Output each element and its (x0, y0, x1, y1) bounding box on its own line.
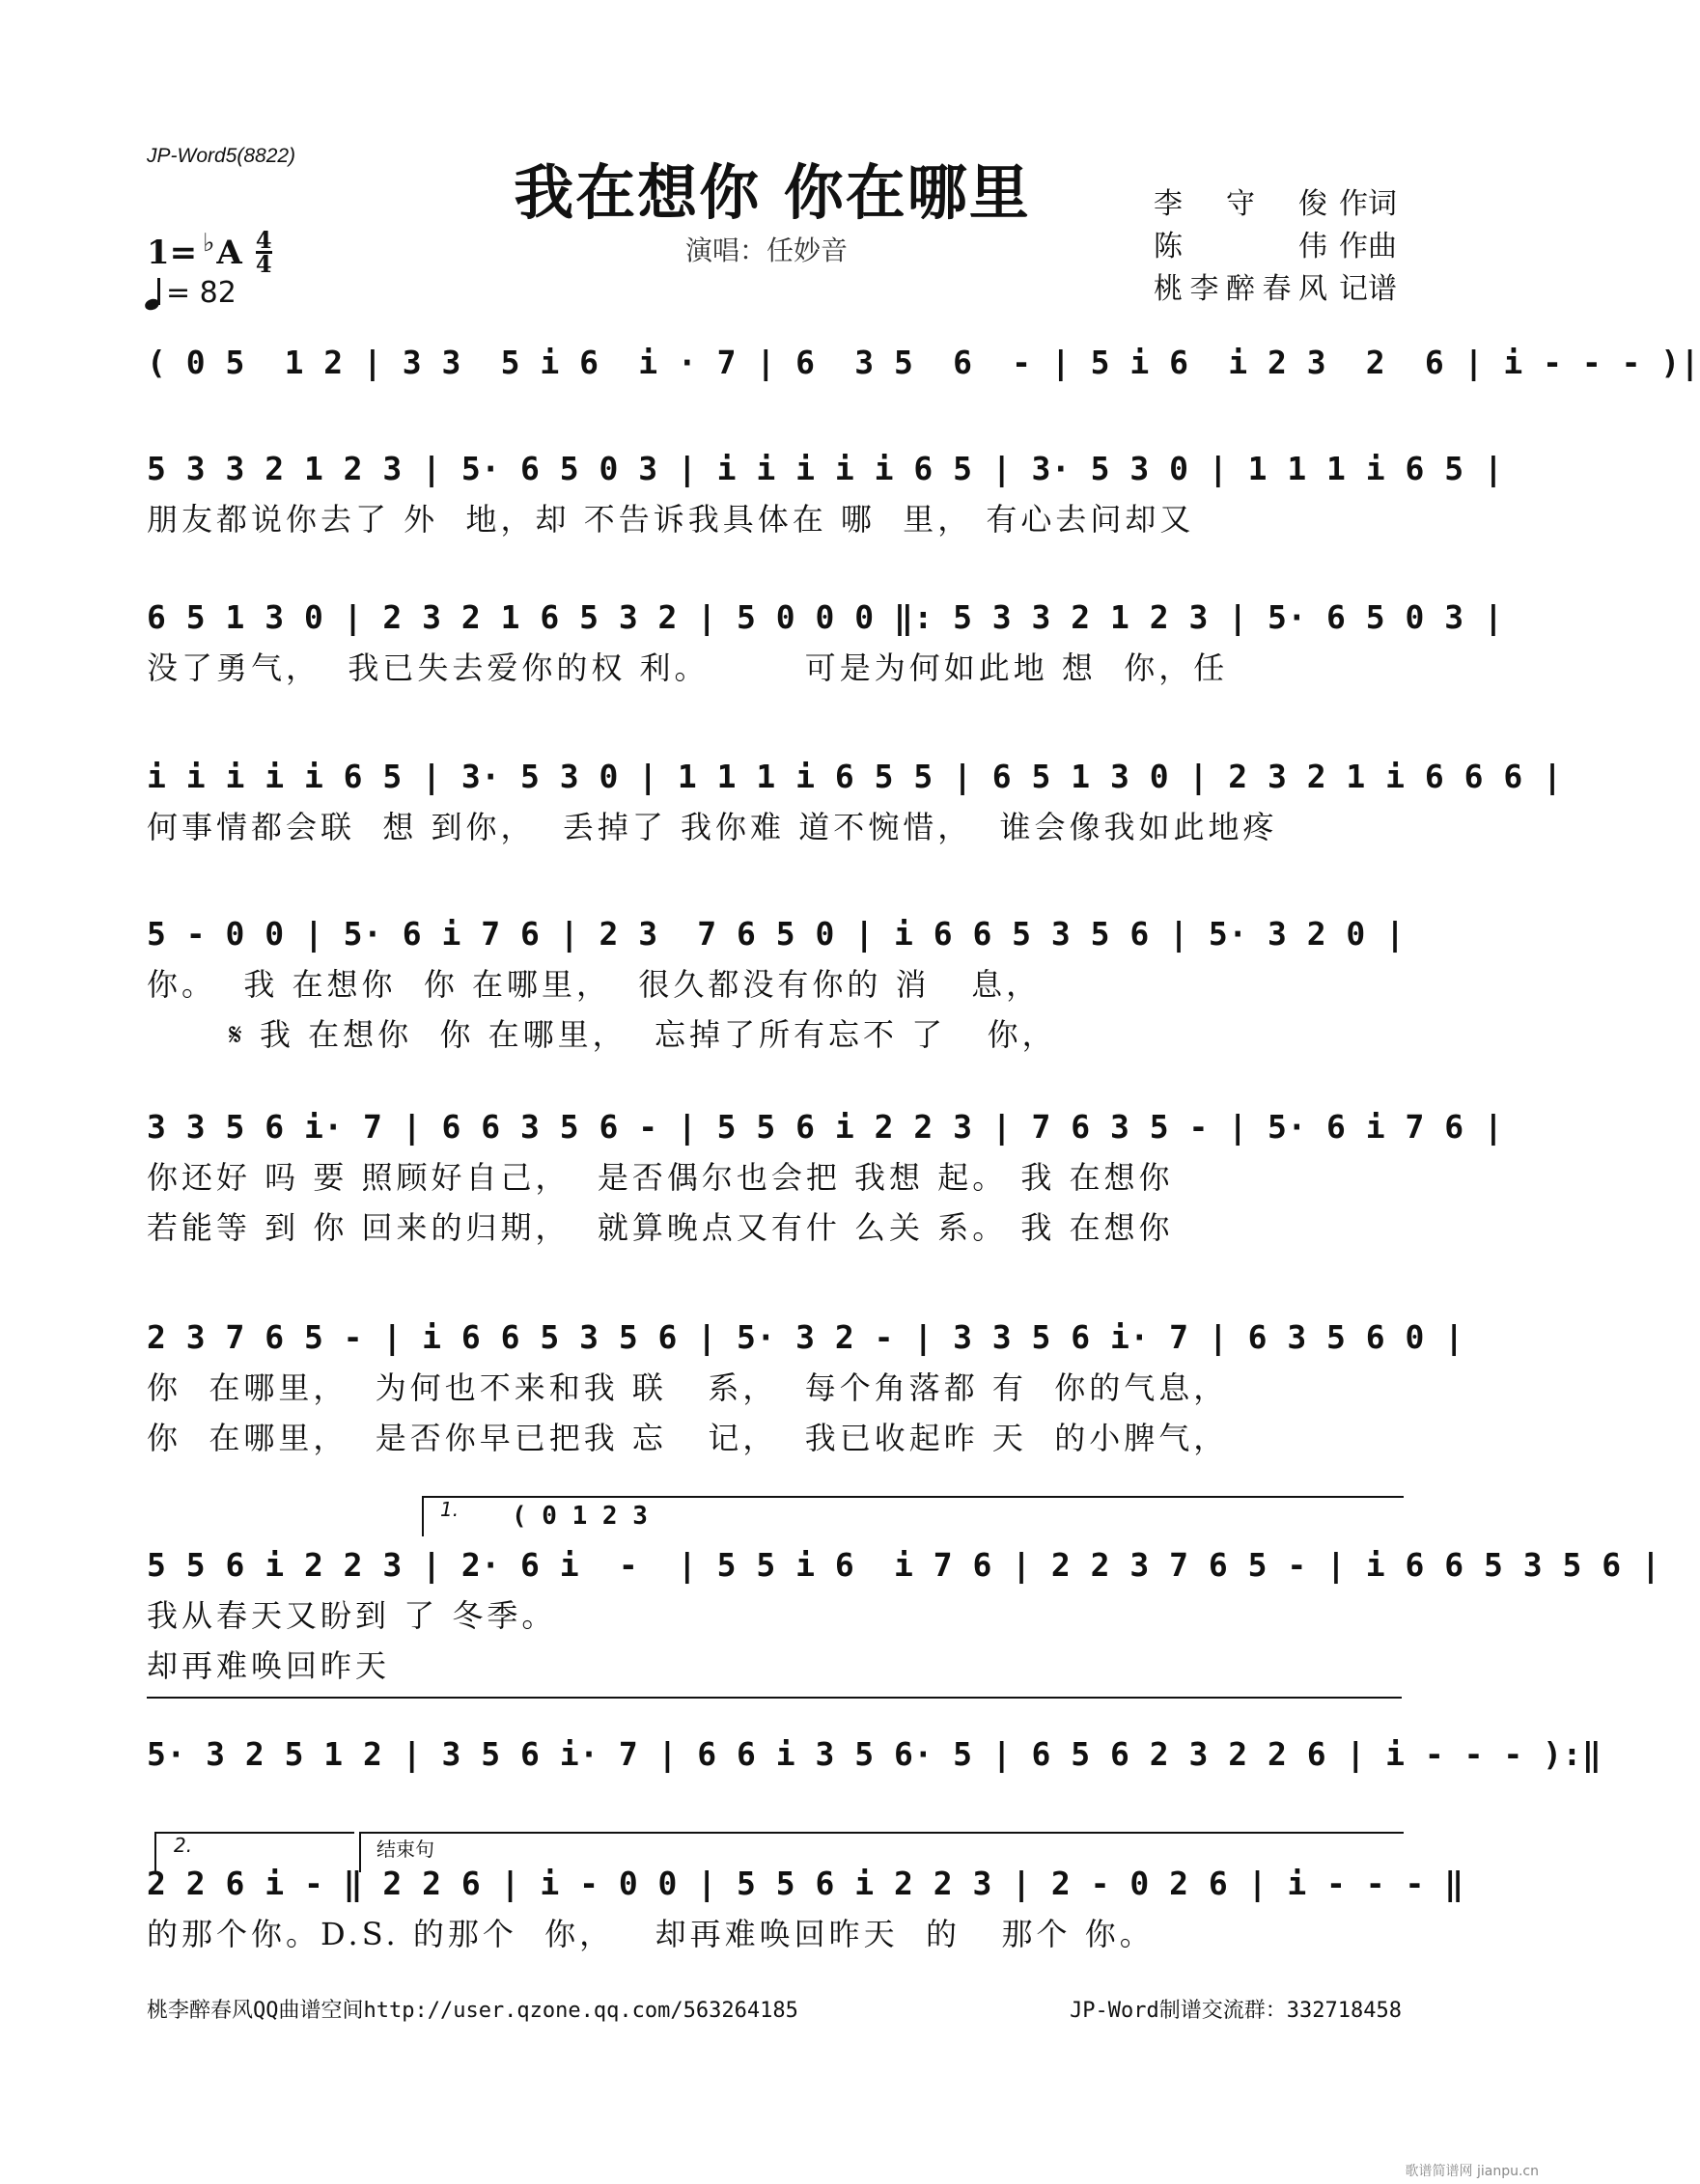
score-row-2: 5 3 3 2 1 2 3 | 5· 6 5 0 3 | i i i i i 6 5 | 3· 5 3 0 | 1 1 1 i 6 5 | (147, 450, 1504, 487)
volta-1-label: 1. (440, 1498, 460, 1521)
score-row-8: 5 5 6 i 2 2 3 | 2· 6 i - | 5 5 i 6 i 7 6 | 2 2 3 7 6 5 - | i 6 6 5 3 5 6 | (147, 1546, 1661, 1584)
score-row-6: 3 3 5 6 i· 7 | 6 6 3 5 6 - | 5 5 6 i 2 2 3 | 7 6 3 5 - | 5· 6 i 7 6 | (147, 1108, 1504, 1146)
lyric-line: 何事情都会联 想 到你， 丢掉了 我你难 道不惋惜， 谁会像我如此地疼 (147, 809, 1278, 845)
credit-role: 记谱 (1339, 272, 1397, 306)
score-row-7: 2 3 7 6 5 - | i 6 6 5 3 5 6 | 5· 3 2 - | 3 3 5 6 i· 7 | 6 3 5 6 0 | (147, 1318, 1464, 1356)
lyric-line: 你 在哪里， 为何也不来和我 联 系， 每个角落都 有 你的气息， (147, 1369, 1229, 1406)
footer-right: JP-Word制谱交流群：332718458 (1070, 1999, 1402, 2023)
footer-left: 桃李醉春风QQ曲谱空间http://user.qzone.qq.com/563264185 (147, 1999, 798, 2023)
coda-label: 结束句 (376, 1838, 434, 1861)
lyric-line: 若能等 到 你 回来的归期， 就算晚点又有什 么关 系。 我 在想你 (147, 1209, 1174, 1246)
credit-name: 李 守 俊 (1154, 187, 1327, 221)
score-row-9: 5· 3 2 5 1 2 | 3 5 6 i· 7 | 6 6 i 3 5 6· 5 | 6 5 6 2 3 2 2 6 | i - - - ):‖ (147, 1735, 1602, 1773)
credits (1154, 183, 1397, 311)
lyric-line: 你还好 吗 要 照顾好自己， 是否偶尔也会把 我想 起。 我 在想你 (147, 1159, 1174, 1196)
lyric-line: 𝄋 我 在想你 你 在哪里， 忘掉了所有忘不 了 你， (147, 1016, 1057, 1053)
pickup-notes: ( 0 1 2 3 (512, 1502, 648, 1531)
lyric-line: 的那个你。D.S. 的那个 你， 却再难唤回昨天 的 那个 你。 (147, 1916, 1155, 1952)
key-note: A (216, 233, 242, 272)
key-signature (147, 226, 272, 278)
lyric-line: 我从春天又盼到 了 冬季。 (147, 1597, 557, 1634)
credit-lyricist (1154, 183, 1397, 226)
time-bottom: 4 (255, 250, 272, 278)
quarter-note-icon (145, 277, 162, 310)
score-row-1: ( 0 5 1 2 | 3 3 5 i 6 i · 7 | 6 3 5 6 - | 5 i 6 i 2 3 2 6 | i - - - )| (147, 344, 1700, 381)
credit-name: 陈 伟 (1154, 230, 1327, 263)
software-label: JP-Word5(8822) (147, 145, 296, 167)
volta-2-label: 2. (174, 1834, 193, 1857)
key-label: 1= (147, 233, 198, 272)
lyric-line: 你。 我 在想你 你 在哪里， 很久都没有你的 消 息， (147, 966, 1042, 1003)
score-row-5: 5 - 0 0 | 5· 6 i 7 6 | 2 3 7 6 5 0 | i 6 6 5 3 5 6 | 5· 3 2 0 | (147, 915, 1406, 953)
lyric-line: 没了勇气， 我已失去爱你的权 利。 可是为何如此地 想 你，任 (147, 650, 1229, 686)
song-title: 我在想你 你在哪里 (514, 157, 1031, 228)
score-row-3: 6 5 1 3 0 | 2 3 2 1 6 5 3 2 | 5 0 0 0 ‖: 5 3 3 2 1 2 3 | 5· 6 5 0 3 | (147, 598, 1504, 636)
time-top: 4 (255, 226, 272, 254)
credit-transcriber (1154, 268, 1397, 311)
watermark: 歌谱简谱网 jianpu.cn (1405, 2164, 1539, 2179)
repeat-line (147, 1697, 1402, 1737)
credit-name: 桃李醉春风 (1154, 272, 1327, 306)
credit-role: 作词 (1339, 187, 1397, 221)
score-row-10: 2 2 6 i - ‖ 2 2 6 | i - 0 0 | 5 5 6 i 2 2 3 | 2 - 0 2 6 | i - - - ‖ (147, 1865, 1464, 1902)
flat-sign: ♭ (203, 228, 215, 258)
tempo-value: = 82 (166, 276, 237, 310)
credit-composer (1154, 226, 1397, 268)
score-row-4: i i i i i 6 5 | 3· 5 3 0 | 1 1 1 i 6 5 5 | 6 5 1 3 0 | 2 3 2 1 i 6 6 6 | (147, 758, 1563, 795)
lyric-line: 朋友都说你去了 外 地，却 不告诉我具体在 哪 里， 有心去问却又 (147, 501, 1195, 538)
lyric-line: 却再难唤回昨天 (147, 1647, 391, 1684)
lyric-line: 你 在哪里， 是否你早已把我 忘 记， 我已收起昨 天 的小脾气， (147, 1420, 1229, 1456)
credit-role: 作曲 (1339, 230, 1397, 263)
tempo (145, 276, 237, 310)
singer: 演唱：任妙音 (685, 235, 849, 266)
time-signature (255, 226, 272, 278)
